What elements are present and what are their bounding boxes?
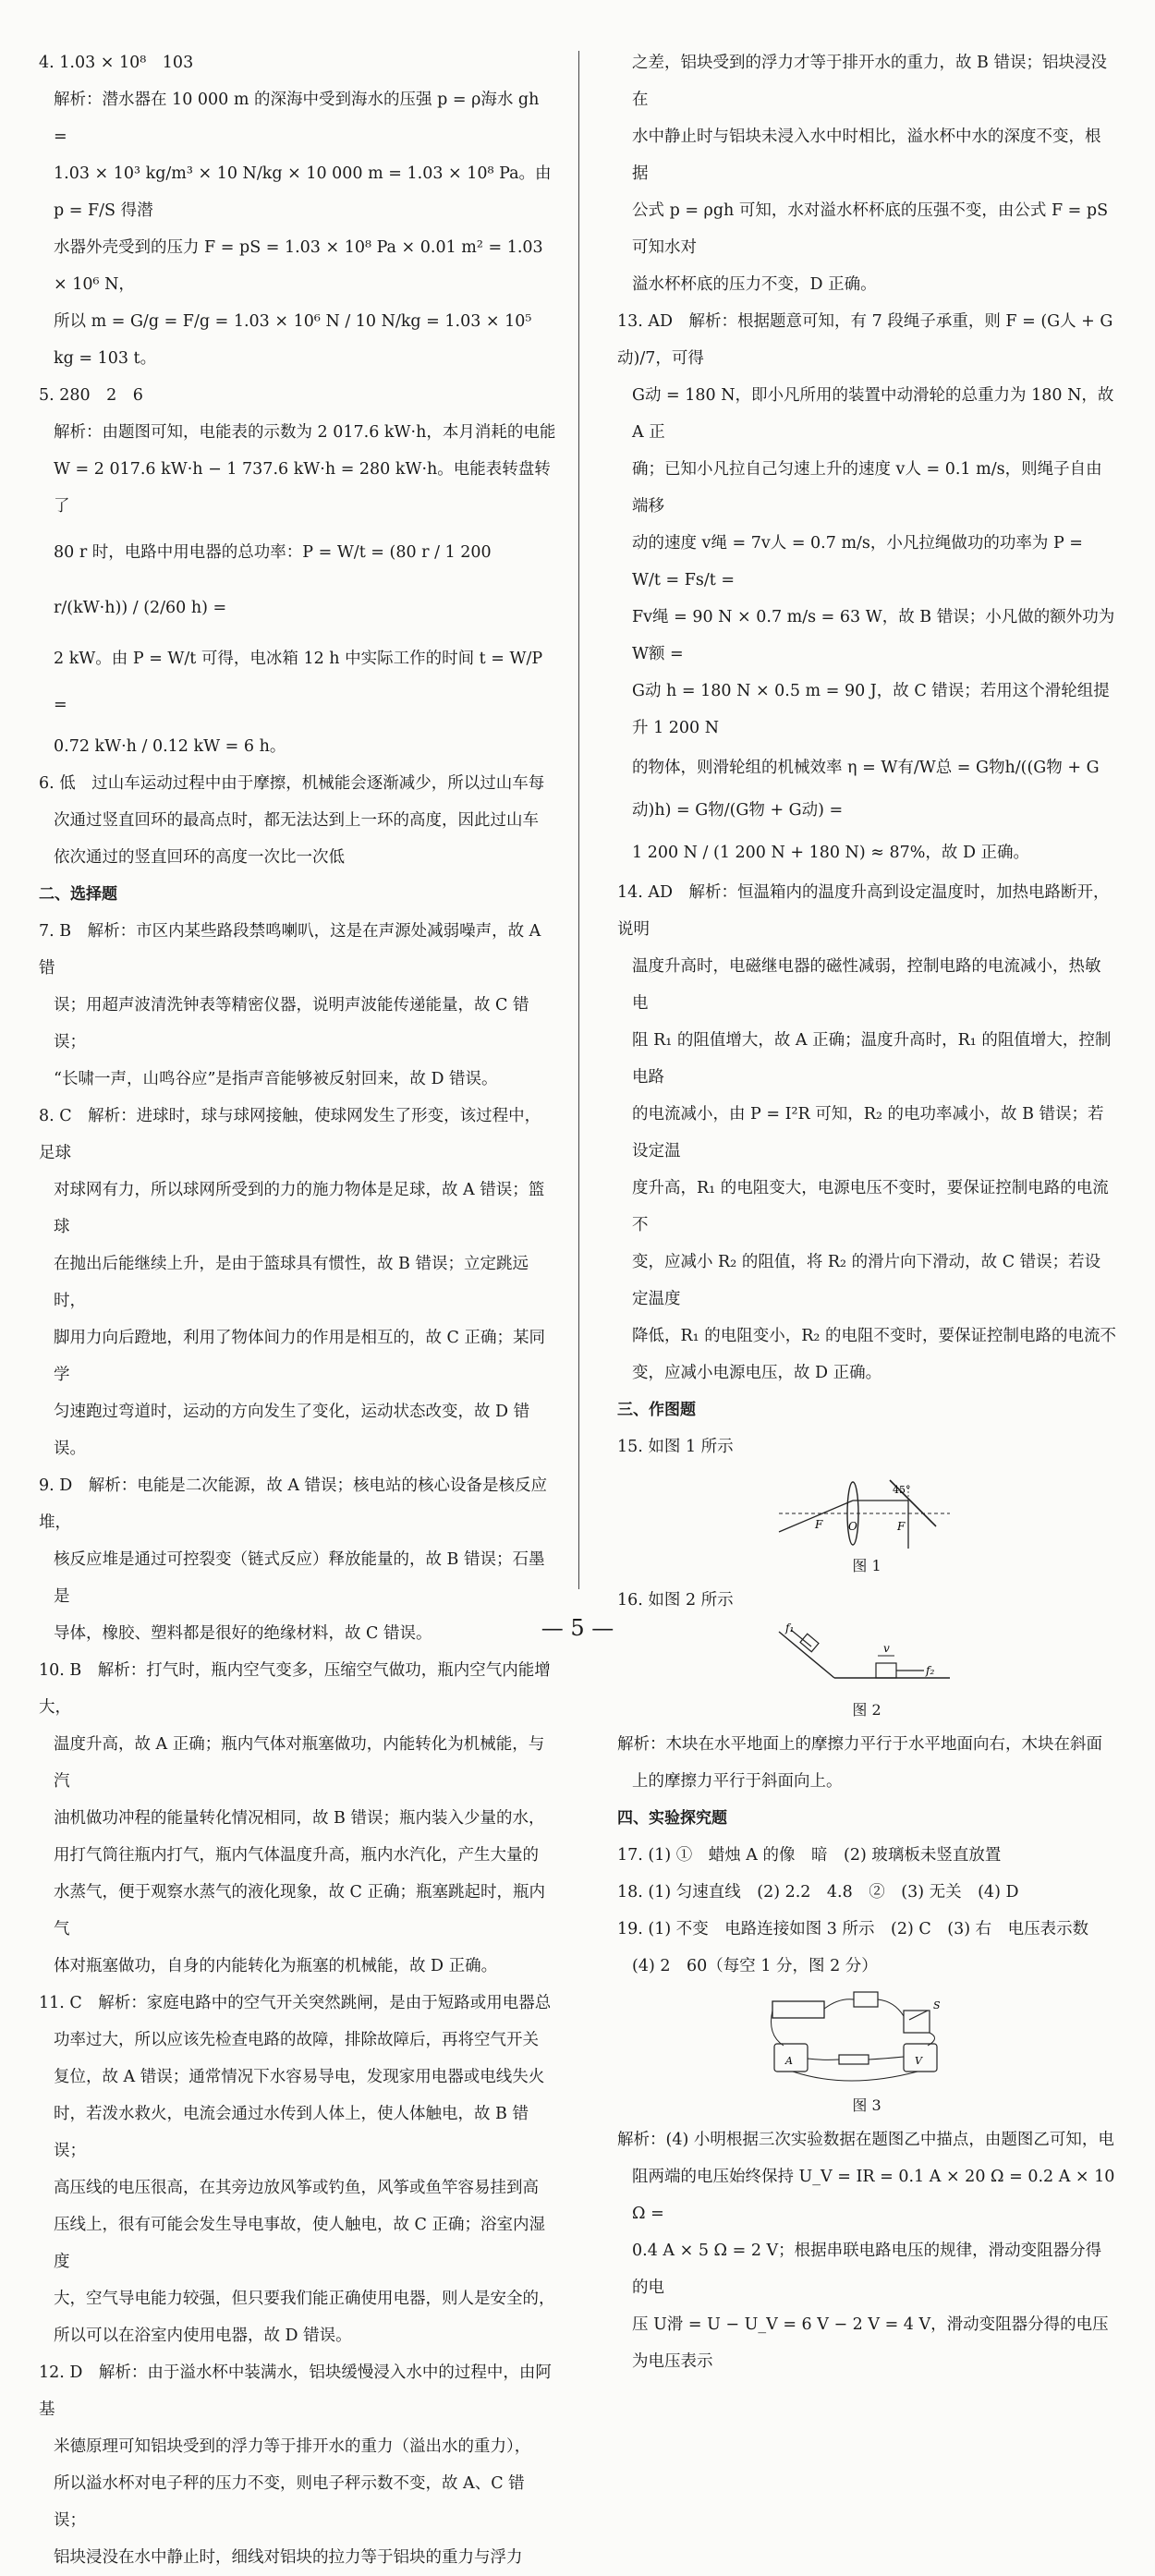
line-q16-exp-b: 上的摩擦力平行于斜面向上。 <box>632 1772 843 1791</box>
line-q11-f: 压线上，很有可能会发生导电事故，使人触电，故 C 正确；浴室内湿度 <box>54 2216 546 2271</box>
line-q13-d: 动的速度 v绳 = 7v人 = 0.7 m/s，小凡拉绳做功的功率为 P = W/t = Fs/t = <box>632 534 1083 589</box>
line-q12-d: 铝块浸没在水中静止时，细线对铝块的拉力等于铝块的重力与浮力 <box>54 2548 523 2567</box>
fig1-label-f-left: F <box>815 1518 823 1531</box>
fig2-label-f2: f₂ <box>926 1664 935 1677</box>
switch-base <box>904 2011 930 2033</box>
line-q19-exp-c: 0.4 A × 5 Ω = 2 V；根据串联电路电压的规律，滑动变阻器分得的电 <box>632 2242 1102 2297</box>
line-q7-a: 7. B 解析：市区内某些路段禁鸣喇叭，这是在声源处减弱噪声，故 A 错 <box>39 922 541 978</box>
line-q11-c: 复位，故 A 错误；通常情况下水容易导电，发现家用电器或电线失火 <box>54 2068 545 2086</box>
line-q4-d: 所以 m = G/g = F/g = 1.03 × 10⁶ N / 10 N/kg = 1.03 × 10⁵ kg = 103 t。 <box>54 312 532 368</box>
line-q8-b: 对球网有力，所以球网所受到的力的施力物体是足球，故 A 错误；篮球 <box>54 1181 545 1236</box>
line-q10-f: 体对瓶塞做功，自身的内能转化为瓶塞的机械能，故 D 正确。 <box>54 1957 498 1975</box>
left-column <box>39 44 556 2576</box>
fig2-label-f1: f₁ <box>785 1622 795 1634</box>
line-q12-f: 水中静止时与铝块未浸入水中时相比，溢水杯中水的深度不变，根据 <box>632 128 1101 183</box>
line-q5-e: 0.72 kW·h / 0.12 kW = 6 h。 <box>54 737 286 756</box>
line-q13-g: 的物体，则滑轮组的机械效率 η = W有/W总 = G物h/((G物 + G动)h) = G物/(G物 + G动) = <box>632 759 1100 820</box>
line-q16-exp-a: 解析：木块在水平地面上的摩擦力平行于水平地面向右，木块在斜面 <box>617 1735 1102 1754</box>
line-q9-c: 导体，橡胶、塑料都是很好的绝缘材料，故 C 错误。 <box>54 1624 432 1643</box>
line-q11-g: 大，空气导电能力较强，但只要我们能正确使用电器，则人是安全的， <box>54 2290 555 2308</box>
page-number: — 5 — <box>541 1615 614 1641</box>
line-q5-c: 80 r 时，电路中用电器的总功率：P = W/t = (80 r / 1 200 r/(kW·h)) / (2/60 h) = <box>54 543 492 617</box>
line-q14-e: 度升高，R₁ 的电阻变大，电源电压不变时，要保证控制电路的电流不 <box>632 1179 1109 1234</box>
line-q10-e: 水蒸气，便于观察水蒸气的液化现象，故 C 正确；瓶塞跳起时，瓶内气 <box>54 1883 546 1938</box>
section-heading-choice: 二、选择题 <box>39 885 117 904</box>
section-heading-drawing: 三、作图题 <box>617 1401 696 1419</box>
line-q13-a: 13. AD 解析：根据题意可知，有 7 段绳子承重，则 F = (G人 + G动)/7，可得 <box>617 312 1113 368</box>
line-q19-a: 19. (1) 不变 电路连接如图 3 所示 (2) C (3) 右 电压表示数 <box>617 1920 1089 1938</box>
power-supply <box>854 1992 878 2007</box>
block-on-ground <box>876 1663 896 1678</box>
line-q11-a: 11. C 解析：家庭电路中的空气开关突然跳闸，是由于短路或用电器总 <box>39 1994 552 2012</box>
lens-diagram <box>774 1469 959 1552</box>
line-q5-head: 5. 280 2 6 <box>39 386 143 405</box>
line-q13-e: Fv绳 = 90 N × 0.7 m/s = 63 W，故 B 错误；小凡做的额外功为 W额 = <box>632 608 1115 663</box>
fig3-label-a: A <box>785 2055 793 2067</box>
fig3-label-s: S <box>933 1999 941 2011</box>
wire-5 <box>869 2057 904 2060</box>
wire-7 <box>793 2072 918 2081</box>
line-q19-exp-b: 阻两端的电压始终保持 U_V = IR = 0.1 A × 20 Ω = 0.2 A × 10 Ω = <box>632 2168 1115 2223</box>
wire-2 <box>878 1999 904 2016</box>
section-heading-experiment: 四、实验探究题 <box>617 1809 727 1828</box>
line-q11-b: 功率过大，所以应该先检查电路的故障，排除故障后，再将空气开关 <box>54 2031 539 2049</box>
figure-1 <box>617 1469 1116 1580</box>
line-q12-c: 所以溢水杯对电子秤的压力不变，则电子秤示数不变，故 A、C 错误； <box>54 2474 525 2530</box>
line-q4-b: 1.03 × 10³ kg/m³ × 10 N/kg × 10 000 m = 1.03 × 10⁸ Pa。由 p = F/S 得潜 <box>54 164 552 220</box>
line-q14-d: 的电流减小，由 P = I²R 可知，R₂ 的电功率减小，故 B 错误；若设定温 <box>632 1105 1104 1160</box>
line-q15: 15. 如图 1 所示 <box>617 1438 734 1456</box>
line-q13-b: G动 = 180 N，即小凡所用的装置中动滑轮的总重力为 180 N，故 A 正 <box>632 386 1114 442</box>
line-q16: 16. 如图 2 所示 <box>617 1591 734 1610</box>
fig1-label-f-right: F <box>897 1520 906 1533</box>
line-q7-b: 误；用超声波清洗钟表等精密仪器，说明声波能传递能量，故 C 错误； <box>54 996 529 1051</box>
line-q14-g: 降低，R₁ 的电阻变小，R₂ 的电阻不变时，要保证控制电路的电流不 <box>632 1327 1117 1345</box>
wire-1 <box>824 1999 854 2009</box>
fixed-resistor <box>839 2055 869 2064</box>
line-q10-d: 用打气筒往瓶内打气，瓶内气体温度升高，瓶内水汽化，产生大量的 <box>54 1846 539 1865</box>
line-q5-d: 2 kW。由 P = W/t 可得，电冰箱 12 h 中实际工作的时间 t = W/P = <box>54 650 543 714</box>
line-q7-c: “长啸一声，山鸣谷应”是指声音能够被反射回来，故 D 错误。 <box>54 1070 498 1088</box>
line-q14-b: 温度升高时，电磁继电器的磁性减弱，控制电路的电流减小，热敏电 <box>632 957 1101 1013</box>
line-q17: 17. (1) ① 蜡烛 A 的像 暗 (2) 玻璃板未竖直放置 <box>617 1846 1002 1865</box>
fig1-caption: 图 1 <box>852 1557 881 1574</box>
line-q11-e: 高压线的电压很高，在其旁边放风筝或钓鱼，风筝或鱼竿容易挂到高 <box>54 2179 539 2197</box>
line-q8-e: 匀速跑过弯道时，运动的方向发生了变化，运动状态改变，故 D 错误。 <box>54 1403 530 1458</box>
line-q5-b: W = 2 017.6 kW·h − 1 737.6 kW·h = 280 kW·h。电能表转盘转了 <box>54 460 551 516</box>
line-q14-a: 14. AD 解析：恒温箱内的温度升高到设定温度时，加热电路断开，说明 <box>617 883 1110 939</box>
line-q11-h: 所以可以在浴室内使用电器，故 D 错误。 <box>54 2327 352 2345</box>
circuit-diagram <box>765 1988 968 2092</box>
line-q8-d: 脚用力向后蹬地，利用了物体间力的作用是相互的，故 C 正确；某同学 <box>54 1329 546 1384</box>
slide-rheostat <box>772 2001 824 2018</box>
fig3-caption: 图 3 <box>852 2096 881 2114</box>
line-q12-a: 12. D 解析：由于溢水杯中装满水，铝块缓慢浸入水中的过程中，由阿基 <box>39 2363 552 2419</box>
line-q8-c: 在抛出后能继续上升，是由于篮球具有惯性，故 B 错误；立定跳远时， <box>54 1255 529 1310</box>
fig1-label-o: O <box>848 1520 857 1533</box>
line-q12-e: 之差，铝块受到的浮力才等于排开水的重力，故 B 错误；铝块浸没在 <box>632 54 1107 109</box>
line-q11-d: 时，若泼水救火，电流会通过水传到人体上，使人体触电，故 B 错误； <box>54 2105 529 2160</box>
wire-4 <box>808 2059 839 2060</box>
line-q19-exp-a: 解析：(4) 小明根据三次实验数据在题图乙中描点，由题图乙可知，电 <box>617 2131 1114 2149</box>
line-q6-c: 依次通过的竖直回环的高度一次比一次低 <box>54 848 345 867</box>
fig1-label-angle: 45° <box>893 1484 911 1496</box>
line-q13-c: 确；已知小凡拉自己匀速上升的速度 v人 = 0.1 m/s，则绳子自由端移 <box>632 460 1102 516</box>
figure-3 <box>617 1988 1116 2120</box>
line-q14-c: 阻 R₁ 的阻值增大，故 A 正确；温度升高时，R₁ 的阻值增大，控制电路 <box>632 1031 1112 1087</box>
line-q10-a: 10. B 解析：打气时，瓶内空气变多，压缩空气做功，瓶内空气内能增大， <box>39 1661 551 1717</box>
line-q9-a: 9. D 解析：电能是二次能源，故 A 错误；核电站的核心设备是核反应堆， <box>39 1476 548 1532</box>
line-q10-c: 油机做功冲程的能量转化情况相同，故 B 错误；瓶内装入少量的水， <box>54 1809 545 1828</box>
fig3-label-v: V <box>915 2055 922 2067</box>
line-q12-b: 米德原理可知铝块受到的浮力等于排开水的重力（溢出水的重力）， <box>54 2437 531 2456</box>
line-q4-a: 解析：潜水器在 10 000 m 的深海中受到海水的压强 p = ρ海水 gh = <box>54 91 540 146</box>
line-q10-b: 温度升高，故 A 正确；瓶内气体对瓶塞做功，内能转化为机械能，与汽 <box>54 1735 545 1791</box>
line-q4-head: 4. 1.03 × 10⁸ 103 <box>39 54 194 72</box>
line-q19-b: (4) 2 60（每空 1 分，图 2 分） <box>632 1957 878 1975</box>
column-divider <box>578 51 579 1589</box>
fig2-label-v: v <box>883 1642 890 1655</box>
line-q4-c: 水器外壳受到的压力 F = pS = 1.03 × 10⁸ Pa × 0.01 m² = 1.03 × 10⁶ N， <box>54 238 543 294</box>
line-q6-b: 次通过竖直回环的最高点时，都无法达到上一环的高度，因此过山车 <box>54 811 539 830</box>
line-q19-exp-d: 压 U滑 = U − U_V = 6 V − 2 V = 4 V，滑动变阻器分得的电压为电压表示 <box>632 2315 1109 2371</box>
switch-lever <box>909 2011 928 2020</box>
right-column <box>617 44 1116 2380</box>
line-q14-h: 变，应减小电源电压，故 D 正确。 <box>632 1364 882 1382</box>
line-q12-h: 溢水杯杯底的压力不变，D 正确。 <box>632 275 877 294</box>
line-q5-a: 解析：由题图可知，电能表的示数为 2 017.6 kW·h，本月消耗的电能 <box>54 423 556 442</box>
line-q9-b: 核反应堆是通过可控裂变（链式反应）释放能量的，故 B 错误；石墨是 <box>54 1550 545 1606</box>
line-q6-a: 6. 低 过山车运动过程中由于摩擦，机械能会逐渐减少，所以过山车每 <box>39 774 545 793</box>
line-q18: 18. (1) 匀速直线 (2) 2.2 4.8 ② (3) 无关 (4) D <box>617 1883 1019 1902</box>
line-q13-h: 1 200 N / (1 200 N + 180 N) ≈ 87%，故 D 正确。 <box>632 844 1030 862</box>
line-q12-g: 公式 p = ρgh 可知，水对溢水杯杯底的压强不变，由公式 F = pS 可知水对 <box>632 201 1109 257</box>
line-q13-f: G动 h = 180 N × 0.5 m = 90 J，故 C 错误；若用这个滑轮组提升 1 200 N <box>632 682 1110 737</box>
fig2-caption: 图 2 <box>852 1701 881 1719</box>
line-q14-f: 变，应减小 R₂ 的阻值，将 R₂ 的滑片向下滑动，故 C 错误；若设定温度 <box>632 1253 1101 1308</box>
line-q8-a: 8. C 解析：进球时，球与球网接触，使球网发生了形变，该过程中，足球 <box>39 1107 541 1162</box>
